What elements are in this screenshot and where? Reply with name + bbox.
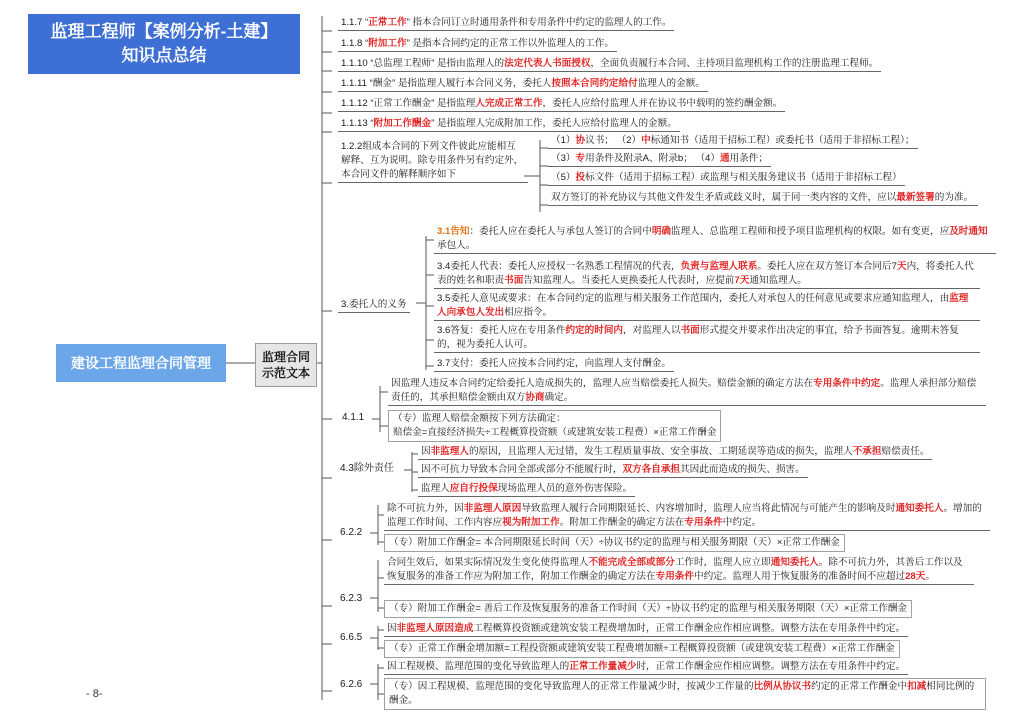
s43-label: 4.3除外责任	[340, 463, 394, 474]
t: 不承担	[852, 446, 882, 457]
t: 监理人、总监理工程师和授予项目监理机构的权限。如有变更，应	[671, 226, 950, 237]
t: 非监理人原因造成	[396, 623, 474, 634]
s623-text	[384, 556, 974, 585]
t: 约定的正常工作酬金中	[811, 681, 908, 692]
s622-label: 6.2.2	[340, 527, 363, 538]
s665-formula-box: （专）正常工作酬金增加额=工程投资额或建筑安装工程费增加额÷工程概算投资额（或建筑安装工程费）×正常工作酬金	[384, 640, 900, 658]
def-1-1-10	[338, 57, 881, 72]
t: 因工程规模、监理范围的变化导致监理人的	[387, 661, 570, 672]
t: 标文件（适用于招标工程）或监理与相关服务建议书（适用于非招标工程）	[585, 172, 902, 183]
title-line-2: 知识点总结	[121, 46, 207, 65]
t: 通知监理人。	[749, 275, 807, 286]
t: 3.5委托人意见或要求：在本合同约定的监理与相关服务工作范围内，委托人对承包人的任何意见或要求应通知监理人，由	[437, 293, 950, 304]
t: 最新签署	[896, 192, 935, 203]
s665-text	[384, 622, 908, 637]
def-1-1-8	[338, 37, 617, 52]
doc-order-row-3	[548, 171, 905, 186]
t: 1.1.8 “	[341, 38, 369, 49]
t: 中约定。	[722, 517, 762, 528]
t: 通	[720, 153, 730, 164]
t: 28天	[905, 571, 926, 582]
doc-order-label: 1.2.2组成本合同的下列文件彼此应能相互解释、互为说明。除专用条件另有约定外，本合同文件的解释顺序如下	[338, 140, 528, 183]
s622-formula-box: （专）附加工作酬金= 本合同期限延长时间（天）÷协议书约定的监理与相关服务期限（天）×正常工作酬金	[384, 534, 845, 552]
def-1-1-11	[338, 77, 708, 92]
t: 。监理人承担部分赔偿责任的，其承担赔偿金额由双方	[391, 378, 977, 403]
t: 其因此而造成的损失、损害。	[680, 464, 805, 475]
t: 1.1.12 “正常工作酬金” 是指监理	[341, 98, 476, 109]
t: 赔偿金=直接经济损失÷工程概算投资额（或建筑安装工程费）×正常工作酬金	[393, 427, 717, 438]
t: 因	[387, 623, 397, 634]
t: 应自行投保	[449, 483, 498, 494]
t: 天	[897, 261, 907, 272]
t: 中约定。监理人用于恢复服务的准备时间不应超过	[694, 571, 906, 582]
t: 非监理人	[430, 446, 469, 457]
t: 。除不可抗力外，其善后工作以及恢复服务的准备工作应为附加工作，附加工作酬金的确定方法在	[387, 557, 963, 582]
t: 告知监理人。当委托人更换委托人代表时，应提前	[523, 275, 735, 286]
t: 导致监理人履行合同期限延长、内容增加时，监理人应当将此情况与可能产生的影响及时	[521, 503, 896, 514]
t: 附加工作	[368, 38, 407, 49]
doc-order-row-2	[548, 152, 771, 167]
mid-node-line-1: 监理合同	[261, 350, 310, 364]
t: ” 是指本合同约定的正常工作以外监理人的工作。	[406, 38, 614, 49]
t: 监理人向承包人发出	[437, 293, 969, 318]
t: 协	[575, 135, 586, 146]
t: 的原因，且监理人无过错，发生工程质量事故、安全事故、工期延误等造成的损失，监理人	[468, 446, 853, 457]
t: 双方签订的补充协议与其他文件发生矛盾或歧义时，属于同一类内容的文件，应以	[551, 192, 897, 203]
doc-order-row-1	[548, 134, 918, 149]
t: 赔偿责任。	[881, 446, 930, 457]
def-1-1-12	[338, 97, 785, 112]
t: （5）	[551, 172, 576, 183]
t: （3）	[551, 153, 576, 164]
t: ” 指本合同订立时通用条件和专用条件中约定的监理人的工作。	[406, 17, 672, 28]
t: 的为准。	[934, 192, 974, 203]
doc-order-note	[548, 191, 978, 206]
t: 书面	[680, 325, 700, 336]
mid-node	[255, 343, 317, 387]
t: 现场监理人员的意外伤害保险。	[497, 483, 633, 494]
t: 内，将委托人代表的姓名和职责	[437, 261, 974, 286]
t: 3.4委托人代表：委托人应授权一名熟悉工程情况的代表，	[437, 261, 681, 272]
t: 正常工作	[368, 17, 407, 28]
t: 非监理人原因	[463, 503, 522, 514]
duty-3-6	[434, 324, 980, 353]
page-number: - 8-	[86, 688, 103, 700]
t: 因	[421, 446, 431, 457]
t: 因监理人违反本合同约定给委托人造成损失的，监理人应当赔偿委托人损失。赔偿金额的确定方法在	[391, 378, 814, 389]
title-line-1: 监理工程师【案例分析-土建】	[50, 22, 278, 41]
t: 相同比例的酬金。	[389, 681, 975, 706]
t: 专用条件	[655, 571, 694, 582]
t: ，全面负责履行本合同、主持项目监理机构工作的注册监理工程师。	[590, 58, 879, 69]
t: 议书； （2）	[585, 135, 642, 146]
t: 因不可抗力导致本合同全部或部分不能履行时，	[421, 464, 623, 475]
t: 通知委托人	[770, 557, 819, 568]
t: 除不可抗力外，因	[387, 503, 464, 514]
t: 用条件；	[729, 153, 768, 164]
t: 用条件及附录A、附录b； （4）	[585, 153, 720, 164]
title-banner	[28, 14, 300, 74]
t: （专）因工程规模、监理范围的变化导致监理人的正常工作量减少时，按减少工作量的	[389, 681, 754, 692]
s43-item-a	[418, 445, 932, 460]
t: 不能完成全部或部分	[588, 557, 675, 568]
t: 承包人。	[437, 240, 476, 251]
t: 负责与监理人联系	[680, 261, 758, 272]
t: 双方各自承担	[622, 464, 681, 475]
t: 专用条件中约定	[813, 378, 881, 389]
t: 监理人	[421, 483, 450, 494]
t: 1.1.13 “	[341, 118, 374, 129]
t: 3.1告知	[437, 226, 470, 237]
t: 标通知书（适用于招标工程）或委托书（适用于非招标工程）；	[650, 135, 915, 146]
t: 比例从协议书	[753, 681, 812, 692]
t: 。	[925, 571, 935, 582]
t: 及时通知	[949, 226, 988, 237]
s43-item-c	[418, 482, 635, 497]
t: ，委托人应给付监理人并在协议书中载明的签约酬金额。	[542, 98, 783, 109]
t: 3.6答复：委托人应在专用条件	[437, 325, 566, 336]
s43-item-b	[418, 463, 808, 478]
s626-text	[384, 660, 908, 675]
mid-node-line-2: 示范文本	[261, 366, 310, 380]
t: 协商	[525, 392, 545, 403]
t: 7天	[734, 275, 750, 286]
t: 。增加的监理工作时间、工作内容应	[387, 503, 982, 528]
t: 投	[575, 172, 586, 183]
t: 确定。	[544, 392, 574, 403]
t: 正常工作量减少	[569, 661, 637, 672]
t: 形式提交并要求作出决定的事宜，给予书面答复。逾期未答复的，视为委托人认可。	[437, 325, 959, 350]
s411-label: 4.1.1	[342, 412, 365, 423]
s626-formula-box	[384, 678, 986, 710]
t: 通知委托人	[895, 503, 944, 514]
t: 视为附加工作	[502, 517, 560, 528]
s411-text	[388, 377, 986, 406]
t: 1.1.7 “	[341, 17, 369, 28]
t: 时，正常工作酬金应作相应调整。调整方法在专用条件中约定。	[636, 661, 906, 672]
t: 附加工作酬金	[373, 118, 432, 129]
t: 约定的时间内	[565, 325, 624, 336]
t: 按照本合同约定给付	[551, 78, 638, 89]
def-1-1-7	[338, 16, 674, 31]
duty-3-5	[434, 292, 980, 321]
t: 明确	[651, 226, 671, 237]
t: 扣减	[907, 681, 927, 692]
t: 1.1.10 “总监理工程师” 是指由监理人的	[341, 58, 505, 69]
t: 专	[575, 153, 586, 164]
t: 1.1.11 “酬金” 是指监理人履行本合同义务，委托人	[341, 78, 552, 89]
def-1-1-13	[338, 117, 680, 132]
duty-3-7: 3.7支付：委托人应按本合同约定，向监理人支付酬金。	[434, 357, 674, 372]
t: 书面	[504, 275, 524, 286]
t: 法定代表人书面授权	[504, 58, 591, 69]
client-duty-label: 3.委托人的义务	[338, 298, 410, 313]
t: ” 是指监理人完成附加工作，委托人应给付监理人的金额。	[431, 118, 677, 129]
t: （1）	[551, 135, 576, 146]
s411-formula-box	[388, 410, 721, 442]
t: ，对监理人以	[623, 325, 681, 336]
t: 。委托人应在双方签订本合同后7	[757, 261, 897, 272]
s626-label: 6.2.6	[340, 679, 363, 690]
t: 人完成正常工作	[475, 98, 543, 109]
root-node: 建设工程监理合同管理	[56, 344, 226, 382]
t: ：委托人应在委托人与承包人签订的合同中	[469, 226, 652, 237]
t: 相应指令。	[504, 307, 553, 318]
s623-formula-box: （专）附加工作酬金= 善后工作及恢复服务的准备工作时间（天）÷协议书约定的监理与相关服务期限（天）×正常工作酬金	[384, 600, 912, 618]
t: 中	[641, 135, 651, 146]
s622-text	[384, 502, 990, 531]
s665-label: 6.6.5	[340, 632, 363, 643]
duty-3-1	[434, 225, 996, 254]
s623-label: 6.2.3	[340, 593, 363, 604]
duty-3-4	[434, 260, 980, 289]
t: 工程概算投资额或建筑安装工程费增加时，正常工作酬金应作相应调整。调整方法在专用条件中约定。	[473, 623, 906, 634]
t: 监理人的金额。	[637, 78, 705, 89]
t: 合同生效后，如果实际情况发生变化使得监理人	[387, 557, 589, 568]
t: （专）监理人赔偿金额按下列方法确定：	[393, 413, 566, 424]
t: 。附加工作酬金的确定方法在	[559, 517, 685, 528]
t: 专用条件	[684, 517, 723, 528]
t: 工作时，监理人应立即	[674, 557, 771, 568]
